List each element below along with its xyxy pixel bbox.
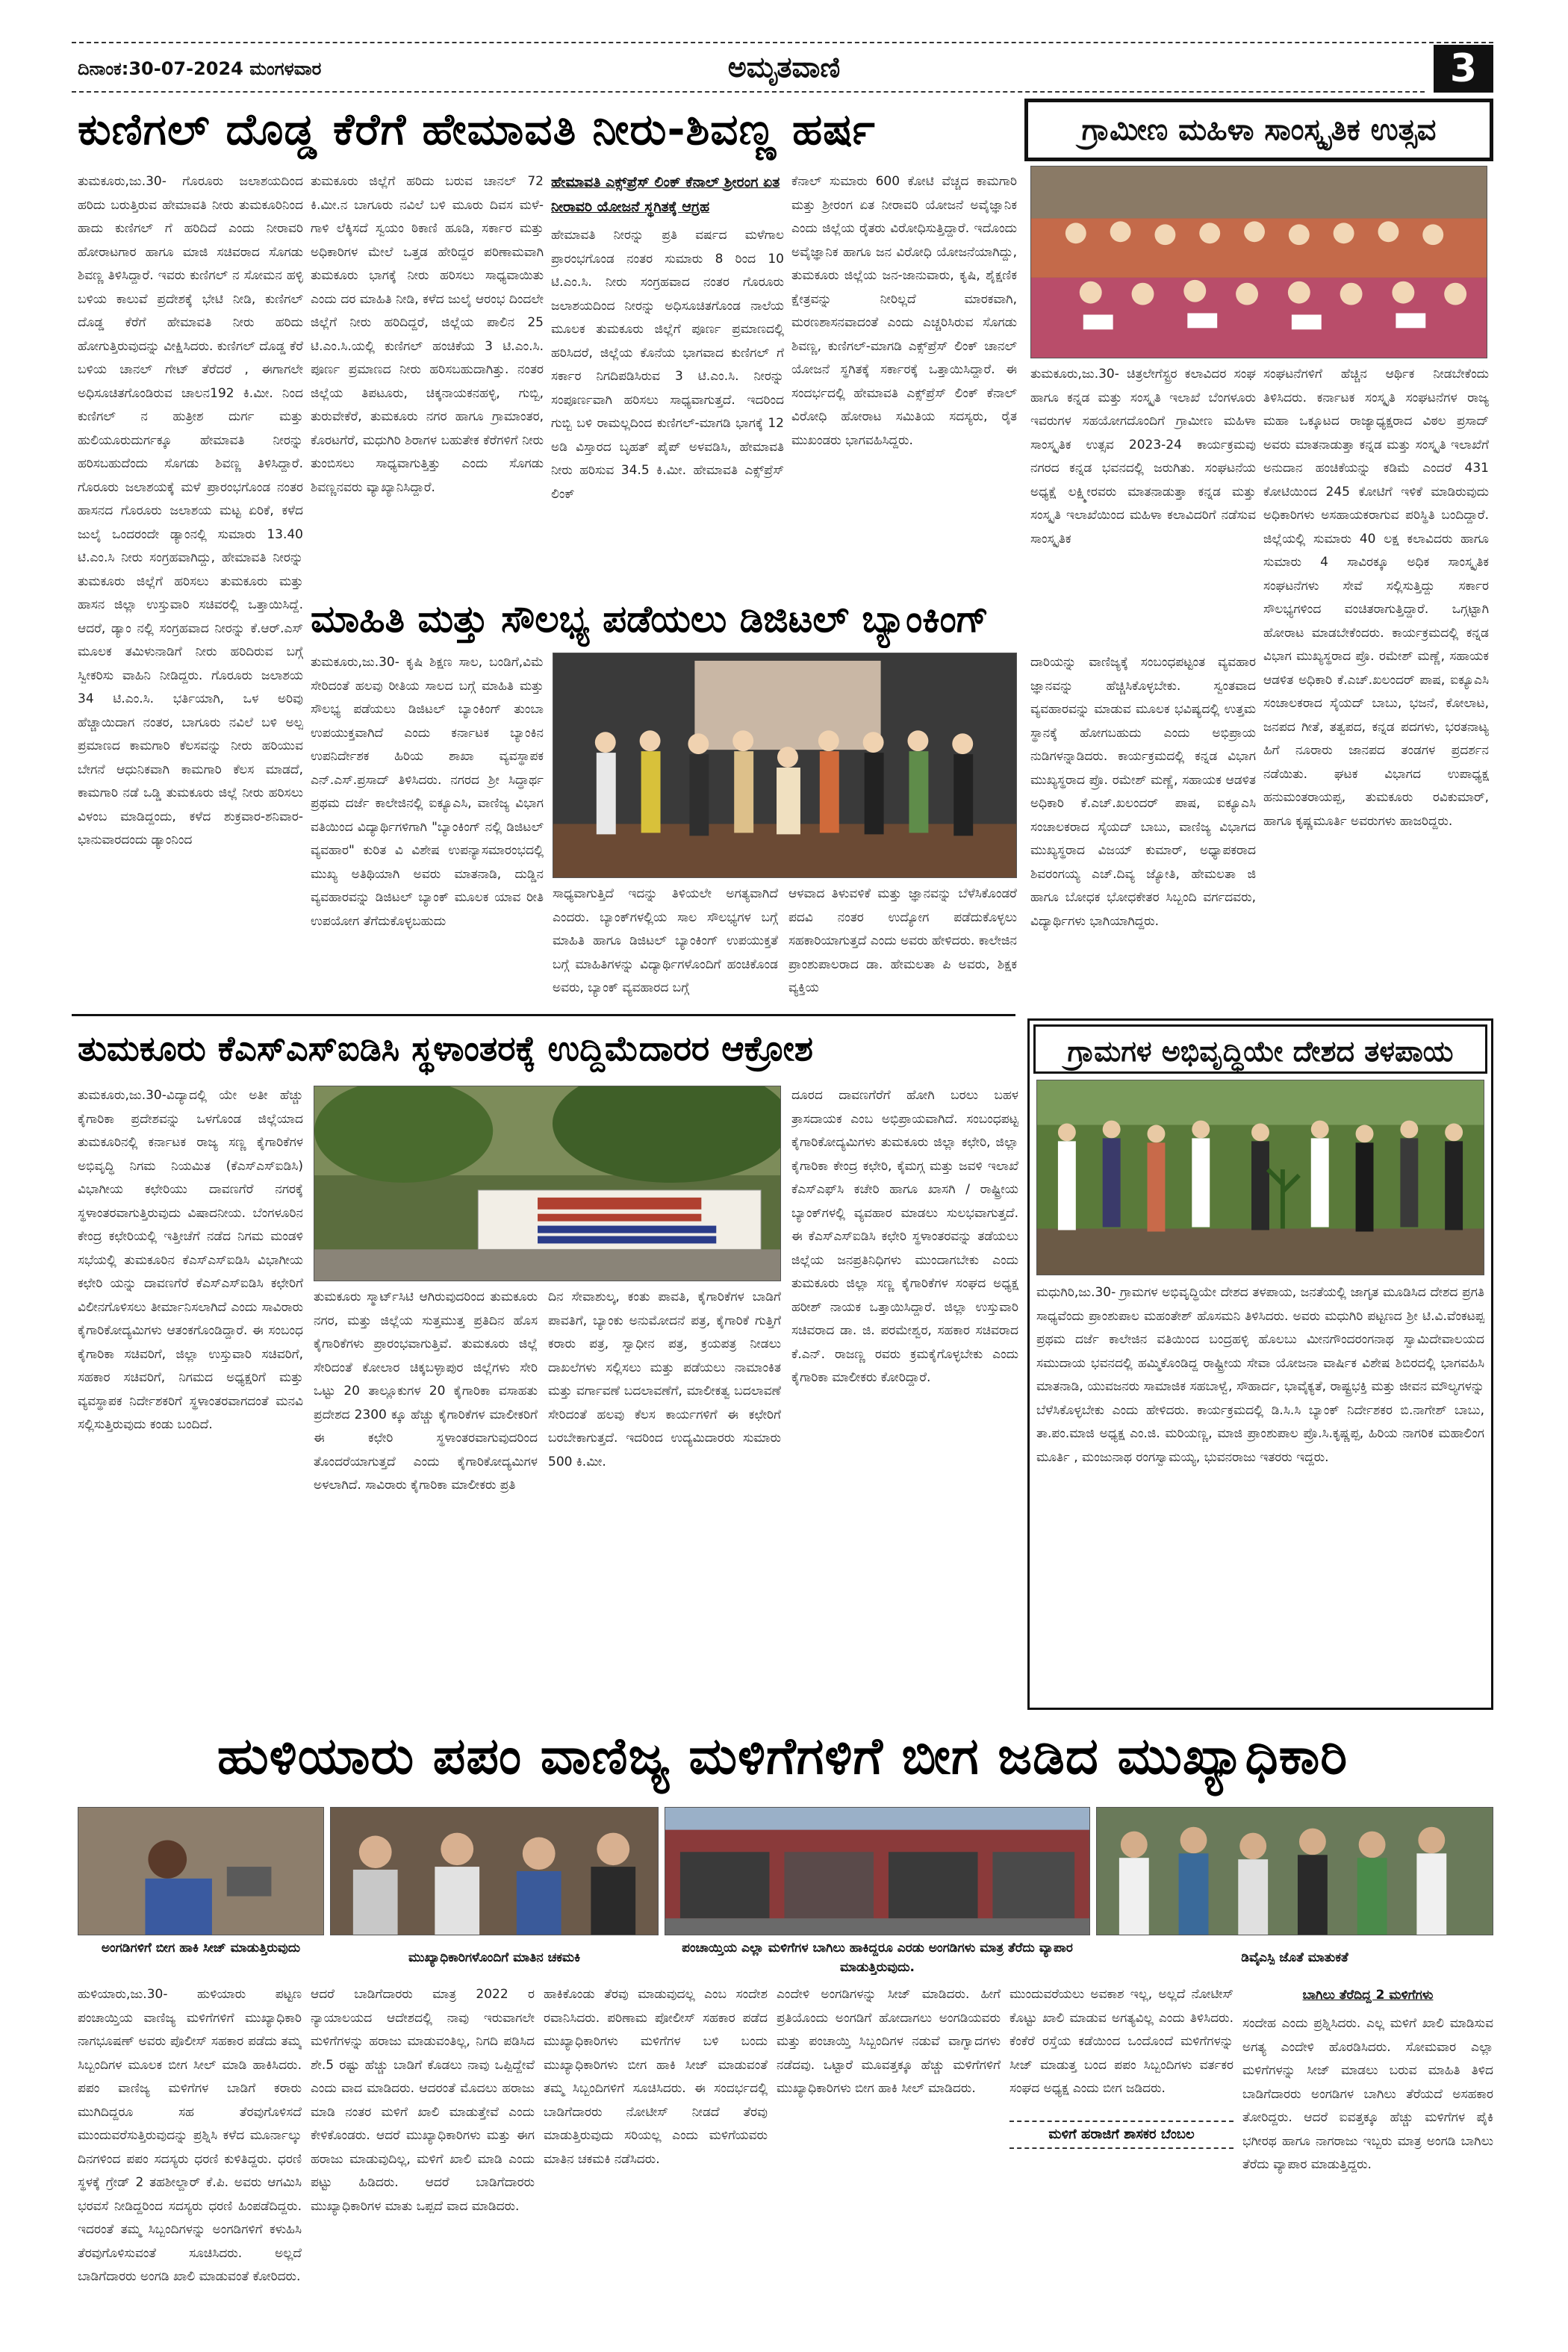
story6-col6-subhead: ಬಾಗಿಲು ತೆರೆದಿದ್ದ 2 ಮಳಿಗೆಗಳು: [1302, 1988, 1434, 2003]
paper-name: ಅಮೃತವಾಣಿ: [727, 51, 841, 84]
story2-col2: ಸಂಘಟನೆಗಳಿಗೆ ಹೆಚ್ಚಿನ ಆರ್ಥಿಕ ನೀಡಬೇಕೆಂದು ತಿಳಿಸಿದರು. ಕರ್ನಾಟಕ ಸಂಸ್ಕೃತಿ ಸಂಘಟನೆಗಳ ರಾಜ್ಯ ಮಹಾ ಒಕ್ಕೂಟದ ರಾಜ್ಯಾಧ್ಯಕ್ಷರಾದ ವಿಠಲ ಪ್ರಸಾದ್ ಅವರು ಮಾತನಾಡುತ್ತಾ ಕನ್ನಡ ಮತ್ತು ಸಂಸ್ಕೃತಿ ಇಲಾಖೆಗೆ ಅನುದಾನ ಹಂಚಿಕೆಯನ್ನು ಕಡಿಮೆ ಎಂದರೆ 431 ಕೋಟಿಯಿಂದ 245 ಕೋಟಿಗೆ ಇಳಿಕೆ ಮಾಡಿರುವುದು ಅಧಿಕಾರಿಗಳು ಅಸಹಾಯಕರಾಗುವ ಪರಿಸ್ಥಿತಿ ಬಂದಿದ್ದಾರೆ. ಜಿಲ್ಲೆಯಲ್ಲಿ ಸುಮಾರು 40 ಲಕ್ಷ ಕಲಾವಿದರು ಹಾಗೂ ಸುಮಾರು 4 ಸಾವಿರಕ್ಕೂ ಅಧಿಕ ಸಾಂಸ್ಕೃತಿಕ ಸಂಘಟನೆಗಳು ಸೇವೆ ಸಲ್ಲಿಸುತ್ತಿದ್ದು ಸರ್ಕಾರ ಸೌಲಭ್ಯಗಳಿಂದ ವಂಚಿತರಾಗುತ್ತಿದ್ದಾರೆ. ಒಗ್ಗಟ್ಟಾಗಿ ಹೋರಾಟ ಮಾಡಬೇಕೆಂದರು. ಕಾರ್ಯಕ್ರಮದಲ್ಲಿ ಕನ್ನಡ ವಿಭಾಗ ಮುಖ್ಯಸ್ಥರಾದ ಪ್ರೊ. ರಮೇಶ್ ಮಣ್ಣೆ, ಸಹಾಯಕ ಆಡಳಿತ ಅಧಿಕಾರಿ ಕೆ.ಎಚ್.ಖಲಂದರ್ ಪಾಷ, ಐಕ್ಯೂಎಸಿ ಸಂಚಾಲಕರಾದ ಸೈಯದ್ ಬಾಬು, ಭಜನೆ, ಕೋಲಾಟ, ಜನಪದ ಗೀತೆ, ತತ್ವಪದ, ಕನ್ನಡ ಪದಗಳು, ಭರತನಾಟ್ಯ ಹಿಗೆ ನೂರಾರು ಜಾನಪದ ತಂಡಗಳ ಪ್ರದರ್ಶನ ನಡೆಯಿತು. ಘಟಕ ವಿಭಾಗದ ಉಪಾಧ್ಯಕ್ಷ ಹನುಮಂತರಾಯಪ್ಪ, ತುಮಕೂರು ರವಿಕುಮಾರ್, ಹಾಗೂ ಕೃಷ್ಣಮೂರ್ತಿ ಅವರುಗಳು ಹಾಜರಿದ್ದರು.: [1263, 367, 1489, 829]
story1-col2: ತುಮಕೂರು ಜಿಲ್ಲೆಗೆ ಹರಿದು ಬರುವ ಚಾನಲ್ 72 ಕಿ.ಮೀ.ನ ಬಾಗೂರು ನವಿಲೆ ಬಳಿ ಮೂರು ದಿವಸ ಮಳೆ-ಗಾಳಿ ಲೆಕ್ಕಿಸದೆ ಸ್ವಯಂ ಠಿಕಾಣಿ ಹೂಡಿ, ಸರ್ಕಾರ ಮತ್ತು ಅಧಿಕಾರಿಗಳ ಮೇಲೆ ಒತ್ತಡ ಹೇರಿದ್ದರ ಪರಿಣಾಮವಾಗಿ ತುಮಕೂರು ಭಾಗಕ್ಕೆ ನೀರು ಹರಿಸಲು ಸಾಧ್ಯವಾಯಿತು ಎಂದು ದರ ಮಾಹಿತಿ ನೀಡಿ, ಕಳೆದ ಜುಲೈ ಆರಂಭ ದಿಂದಲೇ ಜಿಲ್ಲೆಗೆ ನೀರು ಹರಿದಿದ್ದರೆ, ಜಿಲ್ಲೆಯ ಪಾಲಿನ 25 ಟಿ.ಎಂ.ಸಿ.ಯಲ್ಲಿ ಕುಣಿಗಲ್ ಹಂಚಿಕೆಯ 3 ಟಿ.ಎಂ.ಸಿ. ಪೂರ್ಣ ಪ್ರಮಾಣದ ನೀರು ಹರಿಸಬಹುದಾಗಿತ್ತು. ನಂತರ ಜಿಲ್ಲೆಯ ತಿಪಟೂರು, ಚಿಕ್ಕನಾಯಕನಹಳ್ಳಿ, ಗುಬ್ಬಿ, ತುರುವೇಕೆರೆ, ತುಮಕೂರು ನಗರ ಹಾಗೂ ಗ್ರಾಮಾಂತರ, ಕೊರಟಗೆರೆ, ಮಧುಗಿರಿ ಶಿರಾಗಳ ಬಹುತೇಕ ಕೆರೆಗಳಿಗೆ ನೀರು ತುಂಬಿಸಲು ಸಾಧ್ಯವಾಗುತ್ತಿತ್ತು ಎಂದು ಸೊಗಡು ಶಿವಣ್ಣನವರು ವ್ಯಾಖ್ಯಾನಿಸಿದ್ದಾರೆ.: [311, 174, 544, 495]
story3-photo: [553, 653, 1017, 878]
story1-subhead: ಹೇಮಾವತಿ ಎಕ್ಸ್‌ಪ್ರೆಸ್ ಲಿಂಕ್ ಕೆನಾಲ್ ಶ್ರೀರಂಗ ಏತ ನೀರಾವರಿ ಯೋಜನೆ ಸ್ಥಗಿತಕ್ಕೆ ಆಗ್ರಹ: [551, 174, 780, 215]
story2-photo: [1030, 166, 1487, 358]
story3-col2: ಸಾಧ್ಯವಾಗುತ್ತಿದೆ ಇದನ್ನು ತಿಳಿಯಲೇ ಅಗತ್ಯವಾಗಿದೆ ಎಂದರು. ಬ್ಯಾಂಕ್‌ಗಳಲ್ಲಿಯ ಸಾಲ ಸೌಲಭ್ಯಗಳ ಬಗ್ಗೆ ಮಾಹಿತಿ ಹಾಗೂ ಡಿಜಿಟಲ್ ಬ್ಯಾಂಕಿಂಗ್ ಉಪಯುಕ್ತತೆ ಬಗ್ಗೆ ಮಾಹಿತಿಗಳನ್ನು ವಿದ್ಯಾರ್ಥಿಗಳೊಂದಿಗೆ ಹಂಚಿಕೊಂಡ ಅವರು, ಬ್ಯಾಂಕ್ ವ್ಯವಹಾರದ ಬಗ್ಗೆ: [553, 886, 778, 995]
story4-photo: [314, 1086, 781, 1281]
story2-col1: ತುಮಕೂರು,ಜು.30- ಚಿತ್ರಲೇಗೆಸ್ಟ್ರರ ಕಲಾವಿದರ ಸಂಘ ಹಾಗೂ ಕನ್ನಡ ಮತ್ತು ಸಂಸ್ಕೃತಿ ಇಲಾಖೆ ಬೆಂಗಳೂರು ಇವರುಗಳ ಸಹಯೋಗದೊಂದಿಗೆ ಗ್ರಾಮೀಣ ಮಹಿಳಾ ಸಾಂಸ್ಕೃತಿಕ ಉತ್ಸವ 2023-24 ಕಾರ್ಯಕ್ರಮವು ನಗರದ ಕನ್ನಡ ಭವನದಲ್ಲಿ ಜರುಗಿತು. ಸಂಘಟನೆಯ ಅಧ್ಯಕ್ಷೆ ಲಕ್ಷ್ಮೀರವರು ಮಾತನಾಡುತ್ತಾ ಕನ್ನಡ ಮತ್ತು ಸಂಸ್ಕೃತಿ ಇಲಾಖೆಯಿಂದ ಮಹಿಳಾ ಕಲಾವಿದರಿಗೆ ನಡೆಸುವ ಸಾಂಸ್ಕೃತಿಕ: [1030, 367, 1256, 547]
story4-col3: ದಿನ ಸೇವಾಶುಲ್ಕ, ಕಂತು ಪಾವತಿ, ಕೈಗಾರಿಕೆಗಳ ಬಾಡಿಗೆ ಪಾವತಿಗೆ, ಬ್ಯಾಂಕು ಅನುಮೋದನೆ ಪತ್ರ, ಕೈಗಾರಿಕೆ ಗುತ್ತಿಗೆ ಕರಾರು ಪತ್ರ, ಸ್ವಾಧೀನ ಪತ್ರ, ಕ್ರಯಪತ್ರ ನೀಡಲು ದಾಖಲೆಗಳು ಸಲ್ಲಿಸಲು ಮತ್ತು ಪಡೆಯಲು ನಾಮಾಂಕಿತ ಮತ್ತು ವರ್ಗಾವಣೆ ಬದಲಾವಣೆಗೆ, ಮಾಲೀಕತ್ವ ಬದಲಾವಣೆ ಸೇರಿದಂತೆ ಹಲವು ಕೆಲಸ ಕಾರ್ಯಗಳಿಗೆ ಈ ಕಛೇರಿಗೆ ಬರಬೇಕಾಗುತ್ತದೆ. ಇದರಿಂದ ಉದ್ಯಮಿದಾರರು ಸುಮಾರು 500 ಕಿ.ಮೀ.: [548, 1289, 781, 1469]
story4-col1: ತುಮಕೂರು,ಜು.30-ವಿದ್ಯಾದಲ್ಲಿ ಯೇ ಅತೀ ಹೆಚ್ಚು ಕೈಗಾರಿಕಾ ಪ್ರದೇಶವನ್ನು ಒಳಗೊಂಡ ಜಿಲ್ಲೆಯಾದ ತುಮಕೂರಿನಲ್ಲಿ ಕರ್ನಾಟಕ ರಾಜ್ಯ ಸಣ್ಣ ಕೈಗಾರಿಕೆಗಳ ಅಭಿವೃದ್ಧಿ ನಿಗಮ ನಿಯಮಿತ (ಕೆಎಸ್ಎಸ್ಐಡಿಸಿ) ವಿಭಾಗೀಯ ಕಛೇರಿಯು ದಾವಣಗೆರೆ ನಗರಕ್ಕೆ ಸ್ಥಳಾಂತರವಾಗುತ್ತಿರುವುದು ವಿಷಾದನೀಯ. ಬೆಂಗಳೂರಿನ ಕೇಂದ್ರ ಕಛೇರಿಯಲ್ಲಿ ಇತ್ತೀಚೆಗೆ ನಡೆದ ನಿಗಮ ಮಂಡಳಿ ಸಭೆಯಲ್ಲಿ ತುಮಕೂರಿನ ಕೆಎಸ್ಎಸ್ಐಡಿಸಿ ವಿಭಾಗೀಯ ಕಛೇರಿ ಯನ್ನು ದಾವಣಗೆರೆ ಕೆಎಸ್ಎಸ್ಐಡಿಸಿ ಕಛೇರಿಗೆ ವಿಲೀನಗೊಳಿಸಲು ತೀರ್ಮಾನಿಸಲಾಗಿದೆ ಎಂದು ಸಾವಿರಾರು ಕೈಗಾರಿಕೋದ್ಯಮಿಗಳು ಆತಂಕಗೊಂಡಿದ್ದಾರೆ. ಈ ಸಂಬಂಧ ಕೈಗಾರಿಕಾ ಸಚಿವರಿಗೆ, ಜಿಲ್ಲಾ ಉಸ್ತುವಾರಿ ಸಚಿವರಿಗೆ, ಸಹಕಾರ ಸಚಿವರಿಗೆ, ನಿಗಮದ ಅಧ್ಯಕ್ಷರಿಗೆ ಮತ್ತು ವ್ಯವಸ್ಥಾಪಕ ನಿರ್ದೇಶಕರಿಗೆ ಸ್ಥಳಾಂತರವಾಗದಂತೆ ಮನವಿ ಸಲ್ಲಿಸುತ್ತಿರುವುದು ಕಂಡು ಬಂದಿದೆ.: [78, 1088, 303, 1432]
story6-col6-wrap: [1242, 1983, 1493, 2342]
story3-col1: ತುಮಕೂರು,ಜು.30- ಕೃಷಿ ಶಿಕ್ಷಣ ಸಾಲ, ಬಂಡಿಗೆ,ವಿಮೆ ಸೇರಿದಂತೆ ಹಲವು ರೀತಿಯ ಸಾಲದ ಬಗ್ಗೆ ಮಾಹಿತಿ ಮತ್ತು ಸೌಲಭ್ಯ ಪಡೆಯಲು ಡಿಜಿಟಲ್ ಬ್ಯಾಂಕಿಂಗ್ ತುಂಬಾ ಉಪಯುಕ್ತವಾಗಿದೆ ಎಂದು ಕರ್ನಾಟಕ ಬ್ಯಾಂಕಿನ ಉಪನಿರ್ದೇಶಕ ಹಿರಿಯ ಶಾಖಾ ವ್ಯವಸ್ಥಾಪಕ ಎನ್.ಎಸ್.ಪ್ರಸಾದ್ ತಿಳಿಸಿದರು. ನಗರದ ಶ್ರೀ ಸಿದ್ಧಾರ್ಥ ಪ್ರಥಮ ದರ್ಜೆ ಕಾಲೇಜಿನಲ್ಲಿ ಐಕ್ಯೂಎಸಿ, ವಾಣಿಜ್ಯ ವಿಭಾಗ ವತಿಯಿಂದ ವಿದ್ಯಾರ್ಥಿಗಳಿಗಾಗಿ "ಬ್ಯಾಂಕಿಂಗ್ ನಲ್ಲಿ ಡಿಜಿಟಲ್ ವ್ಯವಹಾರ" ಕುರಿತ ವಿ ವಿಶೇಷ ಉಪನ್ಯಾಸಮಾರಂಭದಲ್ಲಿ ಮುಖ್ಯ ಅತಿಥಿಯಾಗಿ ಅವರು ಮಾತನಾಡಿ, ದುಡ್ಡಿನ ವ್ಯವಹಾರವನ್ನು ಡಿಜಿಟಲ್ ಬ್ಯಾಂಕ್ ಮೂಲಕ ಯಾವ ರೀತಿ ಉಪಯೋಗ ತೆಗೆದುಕೊಳ್ಳಬಹುದು: [311, 655, 544, 929]
story6-col6: ಸಂದೇಹ ಎಂದು ಪ್ರಶ್ನಿಸಿದರು. ಎಲ್ಲ ಮಳಿಗೆ ಖಾಲಿ ಮಾಡಿಸುವ ಅಗತ್ಯ ಎಂದೇಳಿ ಹೊರಡಿಸಿದರು. ಸೋಮವಾರ ಎಲ್ಲಾ ಮಳಿಗೆಗಳನ್ನು ಸೀಜ್ ಮಾಡಲು ಬರುವ ಮಾಹಿತಿ ತಿಳಿದ ಬಾಡಿಗೆದಾರರು ಅಂಗಡಿಗಳ ಬಾಗಿಲು ತೆರೆಯದೆ ಅಸಹಕಾರ ತೋರಿದ್ದರು. ಆದರೆ ಐವತ್ತಕ್ಕೂ ಹೆಚ್ಚು ಮಳಿಗೆಗಳ ಪೈಕಿ ಭಗೀರಥ ಹಾಗೂ ನಾಗರಾಜು ಇಬ್ಬರು ಮಾತ್ರ ಅಂಗಡಿ ಬಾಗಿಲು ತೆರೆದು ವ್ಯಾಪಾರ ಮಾಡುತ್ತಿದ್ದರು.: [1242, 2016, 1493, 2172]
story2-headline: ಗ್ರಾಮೀಣ ಮಹಿಳಾ ಸಾಂಸ್ಕೃತಿಕ ಉತ್ಸವ: [1024, 99, 1493, 161]
page-number: 3: [1434, 45, 1493, 93]
rule-mid: [72, 1014, 1015, 1016]
story6-headline: ಹುಳಿಯಾರು ಪಪಂ ವಾಣಿಜ್ಯ ಮಳಿಗೆಗಳಿಗೆ ಬೀಗ ಜಡಿದ ಮುಖ್ಯಾಧಿಕಾರಿ: [217, 1727, 1348, 1786]
story6-col5-bottom: [1009, 2152, 1233, 2331]
story6-caption3: ಪಂಚಾಯ್ತಿಯ ಎಲ್ಲಾ ಮಳಿಗೆಗಳ ಬಾಗಿಲು ಹಾಕಿದ್ದರೂ ಎರಡು ಅಂಗಡಿಗಳು ಮಾತ್ರ ತೆರೆದು ವ್ಯಾಪಾರ ಮಾಡುತ್ತಿರುವುದು.: [682, 1941, 1073, 1975]
story1-headline: ಕುಣಿಗಲ್ ದೊಡ್ಡ ಕೆರೆಗೆ ಹೇಮಾವತಿ ನೀರು-ಶಿವಣ್ಣ ಹರ್ಷ: [78, 104, 876, 155]
story6-caption2: ಮುಖ್ಯಾಧಿಕಾರಿಗಳೊಂದಿಗೆ ಮಾತಿನ ಚಕಮಕಿ: [408, 1950, 581, 1965]
story1-col3-wrap: [551, 170, 784, 587]
story3-headline: ಮಾಹಿತಿ ಮತ್ತು ಸೌಲಭ್ಯ ಪಡೆಯಲು ಡಿಜಿಟಲ್ ಬ್ಯಾಂಕಿಂಗ್: [311, 597, 989, 641]
story6-col5-top: ಮುಂದುವರೆಯಲು ಅವಕಾಶ ಇಲ್ಲ, ಅಲ್ಲದೆ ನೋಟೀಸ್ ಕೊಟ್ಟು ಖಾಲಿ ಮಾಡುವ ಅಗತ್ಯವಿಲ್ಲ ಎಂದು ತಿಳಿಸಿದರು. ಕೆಂಕೆರೆ ರಸ್ತೆಯ ಕಡೆಯಿಂದ ಒಂದೊಂದೆ ಮಳಿಗೆಗಳನ್ನು ಸೀಜ್ ಮಾಡುತ್ತ ಬಂದ ಪಪಂ ಸಿಬ್ಬಂದಿಗಳು ವರ್ತಕರ ಸಂಘದ ಅಧ್ಯಕ್ಷ ಎಂದು ಬೀಗ ಜಡಿದರು.: [1009, 1987, 1233, 2096]
story5-headline: ಗ್ರಾಮಗಳ ಅಭಿವೃದ್ಧಿಯೇ ದೇಶದ ತಳಪಾಯ: [1033, 1024, 1487, 1074]
story6-photo4: [1096, 1807, 1493, 1935]
story1-col1: ತುಮಕೂರು,ಜು.30- ಗೊರೂರು ಜಲಾಶಯದಿಂದ ಹರಿದು ಬರುತ್ತಿರುವ ಹೇಮಾವತಿ ನೀರು ತುಮಕೂರಿನಿಂದ ಹಾದು ಕುಣಿಗಲ್ ಗೆ ಹರಿದಿದೆ ಎಂದು ನೀರಾವರಿ ಹೋರಾಟಗಾರ ಹಾಗೂ ಮಾಜಿ ಸಚಿವರಾದ ಸೊಗಡು ಶಿವಣ್ಣ ತಿಳಿಸಿದ್ದಾರೆ. ಇವರು ಕುಣಿಗಲ್ ನ ಸೋಮನ ಹಳ್ಳಿ ಬಳಿಯ ಕಾಲುವೆ ಪ್ರದೇಶಕ್ಕೆ ಭೇಟಿ ನೀಡಿ, ಕುಣಿಗಲ್ ದೊಡ್ಡ ಕೆರೆಗೆ ಹೇಮಾವತಿ ನೀರು ಹರಿದು ಹೋಗುತ್ತಿರುವುದನ್ನು ವೀಕ್ಷಿಸಿದರು. ಕುಣಿಗಲ್ ದೊಡ್ಡ ಕೆರೆ ಬಳಿಯ ಚಾನಲ್ ಗೇಟ್ ತೆರೆದರೆ , ಈಗಾಗಲೇ ಅಧಿಸೂಚಿತಗೊಂಡಿರುವ ಚಾಲನ192 ಕಿ.ಮೀ. ನಿಂದ ಕುಣಿಗಲ್ ನ ಹುತ್ರೀಶ ದುರ್ಗ ಮತ್ತು ಹುಲಿಯೂರುದುರ್ಗಕ್ಕೂ ಹೇಮಾವತಿ ನೀರನ್ನು ಹರಿಸಬಹುದೆಂದು ಸೊಗಡು ಶಿವಣ್ಣ ತಿಳಿಸಿದ್ದಾರೆ. ಗೊರೂರು ಜಲಾಶಯಕ್ಕೆ ಮಳೆ ಪ್ರಾರಂಭಗೊಂಡ ನಂತರ ಹಾಸನದ ಗೊರೂರು ಜಲಾಶಯ ಮಟ್ಟ ಏರಿಕೆ, ಕಳೆದ ಜುಲೈ ಒಂದರಂದೇ ಡ್ಯಾಂನಲ್ಲಿ ಸುಮಾರು 13.40 ಟಿ.ಎಂ.ಸಿ ನೀರು ಸಂಗ್ರಹವಾಗಿದ್ದು, ಹೇಮಾವತಿ ನೀರನ್ನು ತುಮಕೂರು ಜಿಲ್ಲೆಗೆ ಹರಿಸಲು ತುಮಕೂರು ಮತ್ತು ಹಾಸನ ಜಿಲ್ಲಾ ಉಸ್ತುವಾರಿ ಸಚಿವರಲ್ಲಿ ಒತ್ತಾಯಿಸಿದ್ದೆ. ಆದರೆ, ಡ್ಯಾಂ ನಲ್ಲಿ ಸಂಗ್ರಹವಾದ ನೀರನ್ನು ಕೆ.ಆರ್.ಎಸ್ ಮೂಲಕ ತಮಿಳುನಾಡಿಗೆ ನೀರು ಹರಿದಿರುವ ಬಗ್ಗೆ ಸ್ವೀಕರಿಸು ವಾಹಿನಿ ನೀಡಿದ್ದರು. ಗೊರೂರು ಜಲಾಶಯ 34 ಟಿ.ಎಂ.ಸಿ. ಭರ್ತಿಯಾಗಿ, ಒಳ ಅರಿವು ಹೆಚ್ಚಾಯಿದಾಗ ನಂತರ, ಬಾಗೂರು ನವಿಲೆ ಬಳಿ ಅಲ್ಪ ಪ್ರಮಾಣದ ಕಾಮಗಾರಿ ಕೆಲಸವನ್ನು ನೀರು ಹರಿಯುವ ಬೇಗನೆ ಆಧುನಿಕವಾಗಿ ಕಾಮಗಾರಿ ಕೆಲಸ ಮಾಡದೆ, ಕಾಮಗಾರಿ ನಡೆ ಒಡ್ಡಿ ತುಮಕೂರು ಜಿಲ್ಲೆ ನೀರು ಹರಿಸಲು ವಿಳಂಬ ಮಾಡಿದ್ದಂದು, ಕಳೆದ ಶುಕ್ರವಾರ-ಶನಿವಾರ-ಭಾನುವಾರದಂದು ಡ್ಯಾಂನಿಂದ: [78, 174, 303, 847]
story6-col5-wrap: [1009, 1983, 1233, 2342]
story4-headline: ತುಮಕೂರು ಕೆಎಸ್ಎಸ್ಐಡಿಸಿ ಸ್ಥಳಾಂತರಕ್ಕೆ ಉದ್ದಿಮೆದಾರರ ಆಕ್ರೋಶ: [78, 1028, 813, 1068]
story1-col4: ಕೆನಾಲ್ ಸುಮಾರು 600 ಕೋಟಿ ವೆಚ್ಚದ ಕಾಮಗಾರಿ ಮತ್ತು ಶ್ರೀರಂಗ ಏತ ನೀರಾವರಿ ಯೋಜನೆ ಅವೈಜ್ಞಾನಿಕ ಎಂದು ಜಿಲ್ಲೆಯ ರೈತರು ವಿರೋಧಿಸುತ್ತಿದ್ದಾರೆ. ಇದೊಂದು ಅವೈಜ್ಞಾನಿಕ ಹಾಗೂ ಜನ ವಿರೋಧಿ ಯೋಜನೆಯಾಗಿದ್ದು, ತುಮಕೂರು ಜಿಲ್ಲೆಯ ಜನ-ಜಾನುವಾರು, ಕೃಷಿ, ಶೈಕ್ಷಣಿಕ ಕ್ಷೇತ್ರವನ್ನು ನೀರಿಲ್ಲದೆ ಮಾರಕವಾಗಿ, ಮರಣಶಾಸನವಾದಂತೆ ಎಂದು ಎಚ್ಚರಿಸಿರುವ ಸೊಗಡು ಶಿವಣ್ಣ, ಕುಣಿಗಲ್-ಮಾಗಡಿ ಎಕ್ಸ್‌ಪ್ರೆಸ್ ಲಿಂಕ್ ಚಾನಲ್ ಯೋಜನೆ ಸ್ಥಗಿತಕ್ಕೆ ಸರ್ಕಾರಕ್ಕೆ ಒತ್ತಾಯಿಸಿದ್ದಾರೆ. ಈ ಸಂದರ್ಭದಲ್ಲಿ ಹೇಮಾವತಿ ಎಕ್ಸ್‌ಪ್ರೆಸ್ ಲಿಂಕ್ ಕೆನಾಲ್ ವಿರೋಧಿ ಹೋರಾಟ ಸಮಿತಿಯ ಸದಸ್ಯರು, ರೈತ ಮುಖಂಡರು ಭಾಗವಹಿಸಿದ್ದರು.: [791, 174, 1017, 448]
story6-col4: ಎಂದೇಳಿ ಅಂಗಡಿಗಳನ್ನು ಸೀಜ್ ಮಾಡಿದರು. ಹೀಗೆ ಪ್ರತಿಯೊಂದು ಅಂಗಡಿಗೆ ಹೋದಾಗಲು ಅಂಗಡಿಯವರು ಮತ್ತು ಪಂಚಾಯ್ತಿ ಸಿಬ್ಬಂದಿಗಳ ನಡುವೆ ವಾಗ್ವಾದಗಳು ನಡೆದವು. ಒಟ್ಟಾರೆ ಮೂವತ್ತಕ್ಕೂ ಹೆಚ್ಚು ಮಳಿಗೆಗಳಿಗೆ ಮುಖ್ಯಾಧಿಕಾರಿಗಳು ಬೀಗ ಹಾಕಿ ಸೀಲ್ ಮಾಡಿದರು.: [777, 1987, 1001, 2096]
story3-col4: ದಾರಿಯನ್ನು ವಾಣಿಜ್ಯಕ್ಕೆ ಸಂಬಂಧಪಟ್ಟಂತ ವ್ಯವಹಾರ ಜ್ಞಾನವನ್ನು ಹೆಚ್ಚಿಸಿಕೊಳ್ಳಬೇಕು. ಸ್ವಂತವಾದ ವ್ಯವಹಾರವನ್ನು ಮಾಡುವ ಮೂಲಕ ಭವಿಷ್ಯದಲ್ಲಿ ಉತ್ತಮ ಸ್ಥಾನಕ್ಕೆ ಹೋಗಬಹುದು ಎಂದು ಅಭಿಪ್ರಾಯ ನುಡಿಗಳನ್ನಾಡಿದರು. ಕಾರ್ಯಕ್ರಮದಲ್ಲಿ ಕನ್ನಡ ವಿಭಾಗ ಮುಖ್ಯಸ್ಥರಾದ ಪ್ರೊ. ರಮೇಶ್ ಮಣ್ಣೆ, ಸಹಾಯಕ ಆಡಳಿತ ಅಧಿಕಾರಿ ಕೆ.ಎಚ್.ಖಲಂದರ್ ಪಾಷ, ಐಕ್ಯೂಎಸಿ ಸಂಚಾಲಕರಾದ ಸೈಯದ್ ಬಾಬು, ವಾಣಿಜ್ಯ ವಿಭಾಗದ ಮುಖ್ಯಸ್ಥರಾದ ವಿಜಯ್ ಕುಮಾರ್, ಅಧ್ಯಾಪಕರಾದ ಶಿವರಂಗಯ್ಯ ಎಚ್.ದಿವ್ಯ ಜ್ಯೋತಿ, ಹೇಮಲತಾ ಜಿ ಹಾಗೂ ಬೋಧಕ ಭೋಧಕೇತರ ಸಿಬ್ಬಂದಿ ವರ್ಗದವರು, ವಿದ್ಯಾರ್ಥಿಗಳು ಭಾಗಿಯಾಗಿದ್ದರು.: [1030, 655, 1256, 929]
story4-col2: ತುಮಕೂರು ಸ್ಮಾರ್ಟ್‌ಸಿಟಿ ಆಗಿರುವುದರಿಂದ ತುಮಕೂರು ನಗರ, ಮತ್ತು ಜಿಲ್ಲೆಯ ಸುತ್ತಮುತ್ತ ಪ್ರತಿದಿನ ಹೊಸ ಕೈಗಾರಿಕೆಗಳು ಪ್ರಾರಂಭವಾಗುತ್ತಿವೆ. ತುಮಕೂರು ಜಿಲ್ಲೆ ಸೇರಿದಂತೆ ಕೋಲಾರ ಚಿಕ್ಕಬಳ್ಳಾಪುರ ಜಿಲ್ಲೆಗಳು ಸೇರಿ ಒಟ್ಟು 20 ತಾಲ್ಲೂಕುಗಳ 20 ಕೈಗಾರಿಕಾ ವಸಾಹತು ಪ್ರದೇಶದ 2300 ಕ್ಕೂ ಹೆಚ್ಚು ಕೈಗಾರಿಕೆಗಳ ಮಾಲೀಕರಿಗೆ ಈ ಕಛೇರಿ ಸ್ಥಳಾಂತರವಾಗುವುದರಿಂದ ತೊಂದರೆಯಾಗುತ್ತದೆ ಎಂದು ಕೈಗಾರಿಕೋದ್ಯಮಿಗಳ ಅಳಲಾಗಿದೆ. ಸಾವಿರಾರು ಕೈಗಾರಿಕಾ ಮಾಲೀಕರು ಪ್ರತಿ: [314, 1289, 538, 1493]
story6-photo3: [665, 1807, 1090, 1935]
story1-col3: ಹೇಮಾವತಿ ನೀರನ್ನು ಪ್ರತಿ ವರ್ಷದ ಮಳೆಗಾಲ ಪ್ರಾರಂಭಗೊಂಡ ನಂತರ ಸುಮಾರು 8 ರಿಂದ 10 ಟಿ.ಎಂ.ಸಿ. ನೀರು ಸಂಗ್ರಹವಾದ ನಂತರ ಗೊರೂರು ಜಲಾಶಯದಿಂದ ನೀರನ್ನು ಅಧಿಸೂಚಿತಗೊಂಡ ನಾಲೆಯ ಮೂಲಕ ತುಮಕೂರು ಜಿಲ್ಲೆಗೆ ಪೂರ್ಣ ಪ್ರಮಾಣದಲ್ಲಿ ಹರಿಸಿದರೆ, ಜಿಲ್ಲೆಯ ಕೊನೆಯ ಭಾಗವಾದ ಕುಣಿಗಲ್ ಗೆ ಸರ್ಕಾರ ನಿಗದಿಪಡಿಸಿರುವ 3 ಟಿ.ಎಂ.ಸಿ. ನೀರನ್ನು ಸಂಪೂರ್ಣವಾಗಿ ಹರಿಸಲು ಸಾಧ್ಯವಾಗುತ್ತದೆ. ಇದರಿಂದ ಗುಬ್ಬಿ ಬಳಿ ರಾಮಲ್ಲದಿಂದ ಕುಣಿಗಲ್-ಮಾಗಡಿ ಭಾಗಕ್ಕೆ 12 ಅಡಿ ವಿಸ್ತಾರದ ಬೃಹತ್ ಪೈಪ್ ಅಳವಡಿಸಿ, ಹೇಮಾವತಿ ನೀರು ಹರಿಸುವ 34.5 ಕಿ.ಮೀ. ಹೇಮಾವತಿ ಎಕ್ಸ್‌ಪ್ರೆಸ್ ಲಿಂಕ್: [551, 228, 784, 502]
story6-photo1: [78, 1807, 324, 1935]
story5-col1: ಮಧುಗಿರಿ,ಜು.30- ಗ್ರಾಮಗಳ ಅಭಿವೃದ್ಧಿಯೇ ದೇಶದ ತಳಪಾಯ, ಜನತೆಯಲ್ಲಿ ಜಾಗೃತ ಮೂಡಿಸಿದ ದೇಶದ ಪ್ರಗತಿ ಸಾಧ್ಯವೆಂದು ಪ್ರಾಂಶುಪಾಲ ಮಹಂತೇಶ್ ಹೊಸಮನಿ ತಿಳಿಸಿದರು. ಅವರು ಮಧುಗಿರಿ ಪಟ್ಟಣದ ಶ್ರೀ ಟಿ.ವಿ.ವೆಂಕಟಪ್ಪ ಪ್ರಥಮ ದರ್ಜೆ ಕಾಲೇಜಿನ ವತಿಯಿಂದ ಬಂದ್ರಹಳ್ಳಿ ಹೊಲಬು ಮೀನಗೌಂದರಂಗನಾಥ ಸ್ವಾಮಿದೇವಾಲಯದ ಸಮುದಾಯ ಭವನದಲ್ಲಿ ಹಮ್ಮಿಕೊಂಡಿದ್ದ ರಾಷ್ಟ್ರೀಯ ಸೇವಾ ಯೋಜನಾ ವಾರ್ಷಿಕ ವಿಶೇಷ ಶಿಬಿರದಲ್ಲಿ ಭಾಗವಹಿಸಿ ಮಾತನಾಡಿ, ಯುವಜನರು ಸಾಮಾಜಿಕ ಸಹಬಾಳ್ವೆ, ಸೌಹಾರ್ದ, ಭಾವೈಕ್ಯತೆ, ರಾಷ್ಟ್ರಭಕ್ತಿ ಮತ್ತು ಜೀವನ ಮೌಲ್ಯಗಳನ್ನು ಬೆಳೆಸಿಕೊಳ್ಳಬೇಕು ಎಂದು ಹೇಳಿದರು. ಕಾರ್ಯಕ್ರಮದಲ್ಲಿ ಡಿ.ಸಿ.ಸಿ ಬ್ಯಾಂಕ್ ನಿರ್ದೇಶಕರ ಬಿ.ನಾಗೇಶ್ ಬಾಬು, ತಾ.ಪಂ.ಮಾಜಿ ಅಧ್ಯಕ್ಷ ಎಂ.ಜಿ. ಮರಿಯಣ್ಣ, ಮಾಜಿ ಪ್ರಾಂಶುಪಾಲ ಪ್ರೊ.ಸಿ.ಕೃಷ್ಣಪ್ಪ, ಹಿರಿಯ ನಾಗರಿಕ ಮಹಾಲಿಂಗ ಮೂರ್ತಿ , ಮಂಜುನಾಥ ರಂಗಸ್ವಾಮಯ್ಯ, ಭುವನರಾಜು ಇತರರು ಇದ್ದರು.: [1036, 1285, 1484, 1465]
masthead-dash-bottom: [72, 91, 1425, 93]
date-line: ದಿನಾಂಕ:30-07-2024 ಮಂಗಳವಾರ: [78, 58, 322, 79]
story6-col5-subhead: ಮಳಿಗೆ ಹರಾಜಿಗೆ ಶಾಸಕರ ಬೆಂಬಲ: [1009, 2121, 1233, 2149]
story6-col1: ಹುಳಿಯಾರು,ಜು.30- ಹುಳಿಯಾರು ಪಟ್ಟಣ ಪಂಚಾಯ್ತಿಯ ವಾಣಿಜ್ಯ ಮಳಿಗೆಗಳಿಗೆ ಮುಖ್ಯಾಧಿಕಾರಿ ನಾಗಭೂಷಣ್ ಅವರು ಪೊಲೀಸ್ ಸಹಕಾರ ಪಡೆದು ತಮ್ಮ ಸಿಬ್ಬಂದಿಗಳ ಮೂಲಕ ಬೀಗ ಸೀಲ್ ಮಾಡಿ ಹಾಕಿಸಿದರು. ಪಪಂ ವಾಣಿಜ್ಯ ಮಳಿಗೆಗಳ ಬಾಡಿಗೆ ಕರಾರು ಮುಗಿದಿದ್ದರೂ ಸಹ ತೆರವುಗೊಳಿಸದೆ ಮುಂದುವರೆಸುತ್ತಿರುವುದನ್ನು ಪ್ರಶ್ನಿಸಿ ಕಳೆದ ಮೂರ್ನಾಲ್ಕು ದಿನಗಳಿಂದ ಪಪಂ ಸದಸ್ಯರು ಧರಣಿ ಕುಳಿತಿದ್ದರು. ಧರಣಿ ಸ್ಥಳಕ್ಕೆ ಗ್ರೇಡ್ 2 ತಹಶೀಲ್ದಾರ್ ಕೆ.ಪಿ. ಅವರು ಆಗಮಿಸಿ ಭರವಸೆ ನೀಡಿದ್ದರಿಂದ ಸದಸ್ಯರು ಧರಣಿ ಹಿಂಪಡೆದಿದ್ದರು. ಇದರಂತೆ ತಮ್ಮ ಸಿಬ್ಬಂದಿಗಳನ್ನು ಅಂಗಡಿಗಳಿಗೆ ಕಳುಹಿಸಿ ತೆರವುಗೊಳಿಸುವಂತೆ ಸೂಚಿಸಿದರು. ಅಲ್ಲದೆ ಬಾಡಿಗೆದಾರರು ಅಂಗಡಿ ಖಾಲಿ ಮಾಡುವಂತೆ ಕೋರಿದರು.: [78, 1987, 302, 2284]
story6-col2: ಆದರೆ ಬಾಡಿಗೆದಾರರು ಮಾತ್ರ 2022 ರ ನ್ಯಾಯಾಲಯದ ಆದೇಶದಲ್ಲಿ ನಾವು ಇರುವಾಗಲೇ ಮಳಿಗೆಗಳನ್ನು ಹರಾಜು ಮಾಡುವಂತಿಲ್ಲ, ನಿಗದಿ ಪಡಿಸಿದ ಶೇ.5 ರಷ್ಟು ಹೆಚ್ಚು ಬಾಡಿಗೆ ಕೊಡಲು ನಾವು ಒಪ್ಪಿದ್ದೇವೆ ಎಂದು ವಾದ ಮಾಡಿದರು. ಆದರಂತೆ ಮೊದಲು ಹರಾಜು ಮಾಡಿ ನಂತರ ಮಳಿಗೆ ಖಾಲಿ ಮಾಡುತ್ತೇವೆ ಎಂದು ಕೇಳಿಕೊಂಡರು. ಆದರೆ ಮುಖ್ಯಾಧಿಕಾರಿಗಳು ಮತ್ತು ಈಗ ಹರಾಜು ಮಾಡುವುದಿಲ್ಲ, ಮಳಿಗೆ ಖಾಲಿ ಮಾಡಿ ಎಂದು ಪಟ್ಟು ಹಿಡಿದರು. ಆದರೆ ಬಾಡಿಗೆದಾರರು ಮುಖ್ಯಾಧಿಕಾರಿಗಳ ಮಾತು ಒಪ್ಪದೆ ವಾದ ಮಾಡಿದರು.: [311, 1987, 535, 2214]
story5-photo: [1036, 1080, 1484, 1275]
story6-caption1: ಅಂಗಡಿಗಳಿಗೆ ಬೀಗ ಹಾಕಿ ಸೀಜ್ ಮಾಡುತ್ತಿರುವುದು: [101, 1941, 301, 1956]
story3-col3: ಆಳವಾದ ತಿಳುವಳಿಕೆ ಮತ್ತು ಜ್ಞಾನವನ್ನು ಬೆಳೆಸಿಕೊಂಡರೆ ಪದವಿ ನಂತರ ಉದ್ಯೋಗ ಪಡೆದುಕೊಳ್ಳಲು ಸಹಕಾರಿಯಾಗುತ್ತದೆ ಎಂದು ಅವರು ಹೇಳಿದರು. ಕಾಲೇಜಿನ ಪ್ರಾಂಶುಪಾಲರಾದ ಡಾ. ಹೇಮಲತಾ ಪಿ ಅವರು, ಶಿಕ್ಷಕ ವ್ಯಕ್ತಿಯ: [788, 886, 1017, 995]
story6-caption4: ಡಿವೈಎಸ್ಪಿ ಜೊತೆ ಮಾತುಕತೆ: [1241, 1950, 1348, 1965]
story6-photo2: [330, 1807, 659, 1935]
story6-col3: ಹಾಕಿಕೊಂಡು ತೆರವು ಮಾಡುವುದಲ್ಲ ಎಂಬ ಸಂದೇಶ ರವಾನಿಸಿದರು. ಪರಿಣಾಮ ಪೋಲೀಸ್ ಸಹಕಾರ ಪಡೆದ ಮುಖ್ಯಾಧಿಕಾರಿಗಳು ಮಳಿಗೆಗಳ ಬಳಿ ಬಂದು ಮುಖ್ಯಾಧಿಕಾರಿಗಳು ಬೀಗ ಹಾಕಿ ಸೀಜ್ ಮಾಡುವಂತೆ ತಮ್ಮ ಸಿಬ್ಬಂದಿಗಳಿಗೆ ಸೂಚಿಸಿದರು. ಈ ಸಂದರ್ಭದಲ್ಲಿ ಬಾಡಿಗೆದಾರರು ನೋಟೀಸ್ ನೀಡದೆ ತೆರವು ಮಾಡುತ್ತಿರುವುದು ಸರಿಯಲ್ಲ ಎಂದು ಮಳಿಗೆಯವರು ಮಾತಿನ ಚಕಮಕಿ ನಡೆಸಿದರು.: [544, 1987, 768, 2167]
masthead-dash-top: [72, 42, 1493, 43]
story4-col4: ದೂರದ ದಾವಣಗೆರೆಗೆ ಹೋಗಿ ಬರಲು ಬಹಳ ತ್ರಾಸದಾಯಕ ಎಂಬ ಅಭಿಪ್ರಾಯವಾಗಿದೆ. ಸಂಬಂಧಪಟ್ಟ ಕೈಗಾರಿಕೋದ್ಯಮಿಗಳು ತುಮಕೂರು ಜಿಲ್ಲಾ ಕಛೇರಿ, ಜಿಲ್ಲಾ ಕೈಗಾರಿಕಾ ಕೇಂದ್ರ ಕಛೇರಿ, ಕೈಮಗ್ಗ ಮತ್ತು ಜವಳಿ ಇಲಾಖೆ ಕೆಎಸ್ಎಫ್‌ಸಿ ಕಚೇರಿ ಹಾಗೂ ಖಾಸಗಿ / ರಾಷ್ಟ್ರೀಯ ಬ್ಯಾಂಕ್‌ಗಳಲ್ಲಿ ವ್ಯವಹಾರ ಮಾಡಲು ಸುಲಭವಾಗುತ್ತದೆ. ಈ ಕೆಎಸ್ಎಸ್ಐಡಿಸಿ ಕಛೇರಿ ಸ್ಥಳಾಂತರವನ್ನು ತಡೆಯಲು ಜಿಲ್ಲೆಯ ಜನಪ್ರತಿನಿಧಿಗಳು ಮುಂದಾಗಬೇಕು ಎಂದು ತುಮಕೂರು ಜಿಲ್ಲಾ ಸಣ್ಣ ಕೈಗಾರಿಕೆಗಳ ಸಂಘದ ಅಧ್ಯಕ್ಷ ಹರೀಶ್ ನಾಯಕ ಒತ್ತಾಯಿಸಿದ್ದಾರೆ. ಜಿಲ್ಲಾ ಉಸ್ತುವಾರಿ ಸಚಿವರಾದ ಡಾ. ಜಿ. ಪರಮೇಶ್ವರ, ಸಹಕಾರ ಸಚಿವರಾದ ಕೆ.ಎನ್. ರಾಜಣ್ಣ ರವರು ಕ್ರಮಕೈಗೊಳ್ಳಬೇಕು ಎಂದು ಕೈಗಾರಿಕಾ ಮಾಲೀಕರು ಕೋರಿದ್ದಾರೆ.: [791, 1088, 1018, 1385]
